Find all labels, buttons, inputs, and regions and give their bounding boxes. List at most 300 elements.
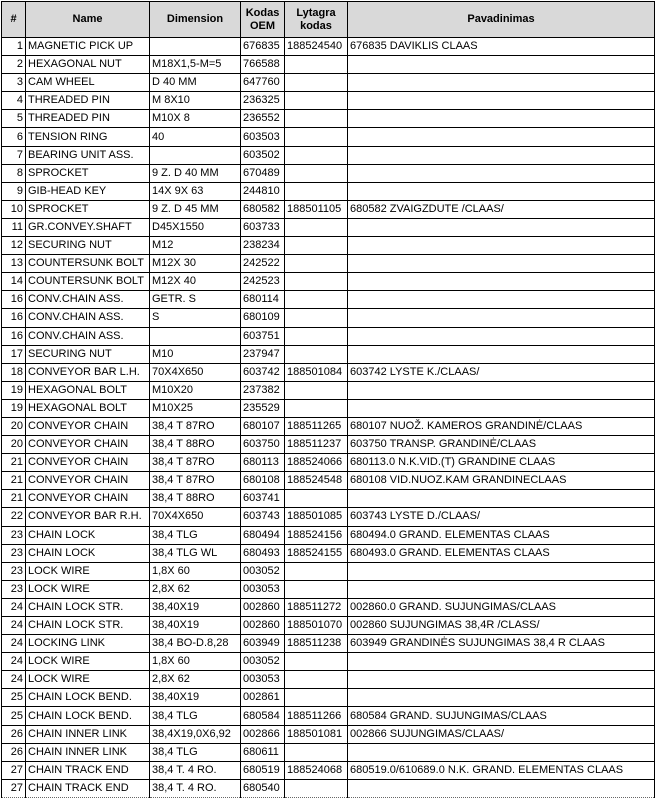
cell-dimension[interactable] [150, 146, 241, 164]
cell-pavadinimas[interactable] [348, 381, 655, 399]
cell-dimension[interactable]: M12X 40 [150, 273, 241, 291]
table-row [2, 617, 655, 635]
cell-kodas-oem[interactable]: 670489 [241, 164, 285, 182]
cell-name[interactable]: CONVEYOR CHAIN [26, 417, 150, 435]
cell-pavadinimas[interactable] [348, 164, 655, 182]
cell-pavadinimas[interactable]: 603949 GRANDINĖS SUJUNGIMAS 38,4 R CLAAS [348, 635, 655, 653]
cell-pavadinimas[interactable]: 680493.0 GRAND. ELEMENTAS CLAAS [348, 544, 655, 562]
cell-lytagra-kodas[interactable]: 188524066 [285, 454, 348, 472]
header-lytagra-kodas[interactable]: Lytagra kodas [285, 2, 348, 38]
cell-lytagra-kodas[interactable] [285, 309, 348, 327]
cell-name[interactable]: LOCK WIRE [26, 580, 150, 598]
cell-name[interactable]: CONV.CHAIN ASS. [26, 309, 150, 327]
cell-pavadinimas[interactable] [348, 56, 655, 74]
cell-index[interactable]: 24 [2, 653, 26, 671]
cell-name[interactable]: CHAIN LOCK STR. [26, 617, 150, 635]
cell-kodas-oem[interactable]: 003053 [241, 580, 285, 598]
table-row [2, 436, 655, 454]
cell-index[interactable]: 26 [2, 743, 26, 761]
cell-name[interactable]: CHAIN INNER LINK [26, 725, 150, 743]
cell-dimension[interactable]: 38,40X19 [150, 617, 241, 635]
cell-pavadinimas[interactable] [348, 110, 655, 128]
cell-lytagra-kodas[interactable]: 188501070 [285, 617, 348, 635]
cell-name[interactable]: CHAIN LOCK [26, 526, 150, 544]
cell-pavadinimas[interactable] [348, 237, 655, 255]
cell-kodas-oem[interactable]: 235529 [241, 399, 285, 417]
cell-name[interactable]: SPROCKET [26, 164, 150, 182]
cell-pavadinimas[interactable] [348, 653, 655, 671]
cell-index[interactable]: 21 [2, 454, 26, 472]
cell-dimension[interactable]: D45X1550 [150, 218, 241, 236]
header-kodas-oem[interactable]: Kodas OEM [241, 2, 285, 38]
table-row [2, 291, 655, 309]
table-row [2, 146, 655, 164]
table-row [2, 508, 655, 526]
table-row [2, 255, 655, 273]
cell-kodas-oem[interactable]: 680519 [241, 761, 285, 779]
cell-dimension[interactable]: 38,4 T 88RO [150, 436, 241, 454]
cell-index[interactable]: 8 [2, 164, 26, 182]
cell-index[interactable]: 2 [2, 56, 26, 74]
cell-dimension[interactable]: S [150, 309, 241, 327]
cell-kodas-oem[interactable]: 680584 [241, 707, 285, 725]
cell-pavadinimas[interactable] [348, 291, 655, 309]
cell-pavadinimas[interactable]: 002866 SUJUNGIMAS/CLAAS/ [348, 725, 655, 743]
cell-dimension[interactable]: 70X4X650 [150, 508, 241, 526]
cell-lytagra-kodas[interactable] [285, 56, 348, 74]
table-row [2, 761, 655, 779]
table-row [2, 417, 655, 435]
cell-pavadinimas[interactable] [348, 128, 655, 146]
cell-kodas-oem[interactable]: 680113 [241, 454, 285, 472]
cell-kodas-oem[interactable]: 242523 [241, 273, 285, 291]
cell-lytagra-kodas[interactable] [285, 146, 348, 164]
cell-index[interactable]: 25 [2, 707, 26, 725]
table-row [2, 92, 655, 110]
cell-dimension[interactable]: 14X 9X 63 [150, 182, 241, 200]
cell-lytagra-kodas[interactable] [285, 671, 348, 689]
cell-kodas-oem[interactable]: 603742 [241, 363, 285, 381]
cell-kodas-oem[interactable]: 003052 [241, 653, 285, 671]
cell-pavadinimas[interactable] [348, 345, 655, 363]
cell-lytagra-kodas[interactable]: 188524548 [285, 472, 348, 490]
table-row [2, 725, 655, 743]
cell-dimension[interactable]: 2,8X 62 [150, 580, 241, 598]
cell-name[interactable]: CONVEYOR BAR L.H. [26, 363, 150, 381]
cell-name[interactable]: COUNTERSUNK BOLT [26, 255, 150, 273]
cell-index[interactable]: 25 [2, 689, 26, 707]
table-row [2, 399, 655, 417]
cell-kodas-oem[interactable]: 603743 [241, 508, 285, 526]
cell-kodas-oem[interactable]: 238234 [241, 237, 285, 255]
cell-name[interactable]: CONVEYOR CHAIN [26, 490, 150, 508]
cell-dimension[interactable]: M18X1,5-M=5 [150, 56, 241, 74]
cell-name[interactable]: CHAIN INNER LINK [26, 743, 150, 761]
table-row [2, 182, 655, 200]
cell-index[interactable]: 23 [2, 562, 26, 580]
cell-name[interactable]: LOCK WIRE [26, 653, 150, 671]
cell-dimension[interactable]: 38,4 TLG [150, 707, 241, 725]
cell-dimension[interactable]: 1,8X 60 [150, 653, 241, 671]
cell-dimension[interactable] [150, 38, 241, 56]
cell-lytagra-kodas[interactable] [285, 743, 348, 761]
cell-kodas-oem[interactable]: 680494 [241, 526, 285, 544]
cell-index[interactable]: 19 [2, 399, 26, 417]
cell-index[interactable]: 1 [2, 38, 26, 56]
cell-kodas-oem[interactable]: 680493 [241, 544, 285, 562]
cell-lytagra-kodas[interactable] [285, 562, 348, 580]
cell-name[interactable]: GR.CONVEY.SHAFT [26, 218, 150, 236]
parts-sheet [1, 1, 654, 798]
cell-index[interactable]: 16 [2, 291, 26, 309]
cell-kodas-oem[interactable]: 680107 [241, 417, 285, 435]
cell-index[interactable]: 24 [2, 598, 26, 616]
cell-kodas-oem[interactable]: 680611 [241, 743, 285, 761]
cell-dimension[interactable]: 9 Z. D 40 MM [150, 164, 241, 182]
cell-name[interactable]: CHAIN TRACK END [26, 761, 150, 779]
cell-index[interactable]: 9 [2, 182, 26, 200]
cell-index[interactable]: 24 [2, 617, 26, 635]
cell-dimension[interactable]: 38,4 BO-D.8,28 [150, 635, 241, 653]
cell-name[interactable]: CONVEYOR BAR R.H. [26, 508, 150, 526]
cell-lytagra-kodas[interactable] [285, 182, 348, 200]
cell-index[interactable]: 20 [2, 436, 26, 454]
cell-kodas-oem[interactable]: 680540 [241, 779, 285, 797]
cell-name[interactable]: CHAIN LOCK BEND. [26, 707, 150, 725]
cell-dimension[interactable]: 38,4 TLG [150, 743, 241, 761]
cell-pavadinimas[interactable] [348, 580, 655, 598]
cell-dimension[interactable]: M12 [150, 237, 241, 255]
cell-kodas-oem[interactable]: 680109 [241, 309, 285, 327]
cell-kodas-oem[interactable]: 603733 [241, 218, 285, 236]
cell-lytagra-kodas[interactable] [285, 110, 348, 128]
cell-name[interactable]: CAM WHEEL [26, 74, 150, 92]
cell-lytagra-kodas[interactable] [285, 490, 348, 508]
cell-index[interactable]: 24 [2, 635, 26, 653]
cell-pavadinimas[interactable] [348, 92, 655, 110]
table-row [2, 273, 655, 291]
cell-name[interactable]: CONVEYOR CHAIN [26, 454, 150, 472]
cell-lytagra-kodas[interactable]: 188511266 [285, 707, 348, 725]
cell-kodas-oem[interactable]: 647760 [241, 74, 285, 92]
cell-name[interactable]: CONVEYOR CHAIN [26, 436, 150, 454]
cell-lytagra-kodas[interactable]: 188511272 [285, 598, 348, 616]
cell-name[interactable]: THREADED PIN [26, 92, 150, 110]
cell-name[interactable]: SECURING NUT [26, 237, 150, 255]
cell-lytagra-kodas[interactable] [285, 92, 348, 110]
cell-kodas-oem[interactable]: 603502 [241, 146, 285, 164]
table-row [2, 472, 655, 490]
table-row [2, 345, 655, 363]
cell-name[interactable]: HEXAGONAL NUT [26, 56, 150, 74]
cell-kodas-oem[interactable]: 242522 [241, 255, 285, 273]
table-row [2, 56, 655, 74]
cell-dimension[interactable]: 38,4 T 87RO [150, 472, 241, 490]
cell-pavadinimas[interactable]: 603743 LYSTE D./CLAAS/ [348, 508, 655, 526]
cell-kodas-oem[interactable]: 680582 [241, 200, 285, 218]
cell-dimension[interactable]: M 8X10 [150, 92, 241, 110]
cell-dimension[interactable]: 38,4 T. 4 RO. [150, 779, 241, 797]
table-row [2, 598, 655, 616]
cell-index[interactable]: 16 [2, 309, 26, 327]
cell-pavadinimas[interactable] [348, 182, 655, 200]
cell-index[interactable]: 23 [2, 544, 26, 562]
cell-name[interactable]: COUNTERSUNK BOLT [26, 273, 150, 291]
cell-kodas-oem[interactable]: 603751 [241, 327, 285, 345]
cell-kodas-oem[interactable]: 237382 [241, 381, 285, 399]
cell-dimension[interactable]: M12X 30 [150, 255, 241, 273]
table-row [2, 381, 655, 399]
cell-kodas-oem[interactable]: 236552 [241, 110, 285, 128]
cell-name[interactable]: THREADED PIN [26, 110, 150, 128]
cell-index[interactable]: 6 [2, 128, 26, 146]
cell-kodas-oem[interactable]: 002860 [241, 598, 285, 616]
cell-pavadinimas[interactable]: 603742 LYSTE K./CLAAS/ [348, 363, 655, 381]
table-row [2, 779, 655, 797]
cell-pavadinimas[interactable]: 676835 DAVIKLIS CLAAS [348, 38, 655, 56]
cell-pavadinimas[interactable]: 002860.0 GRAND. SUJUNGIMAS/CLAAS [348, 598, 655, 616]
cell-name[interactable]: CHAIN LOCK STR. [26, 598, 150, 616]
cell-dimension[interactable]: 38,4X19,0X6,92 [150, 725, 241, 743]
cell-lytagra-kodas[interactable]: 188524068 [285, 761, 348, 779]
cell-lytagra-kodas[interactable] [285, 164, 348, 182]
table-row [2, 38, 655, 56]
cell-name[interactable]: CHAIN TRACK END [26, 779, 150, 797]
cell-kodas-oem[interactable]: 603750 [241, 436, 285, 454]
cell-lytagra-kodas[interactable]: 188511237 [285, 436, 348, 454]
cell-pavadinimas[interactable]: 680584 GRAND. SUJUNGIMAS/CLAAS [348, 707, 655, 725]
cell-lytagra-kodas[interactable] [285, 779, 348, 797]
cell-index[interactable]: 26 [2, 725, 26, 743]
cell-index[interactable]: 10 [2, 200, 26, 218]
cell-dimension[interactable]: M10X25 [150, 399, 241, 417]
cell-pavadinimas[interactable]: 603750 TRANSP. GRANDINĖ/CLAAS [348, 436, 655, 454]
cell-lytagra-kodas[interactable] [285, 345, 348, 363]
cell-dimension[interactable]: 38,4 T 87RO [150, 454, 241, 472]
cell-index[interactable]: 18 [2, 363, 26, 381]
cell-index[interactable]: 22 [2, 508, 26, 526]
header-pavadinimas[interactable]: Pavadinimas [348, 2, 655, 38]
cell-dimension[interactable]: M10X20 [150, 381, 241, 399]
cell-index[interactable]: 21 [2, 472, 26, 490]
cell-lytagra-kodas[interactable]: 188511238 [285, 635, 348, 653]
table-row [2, 237, 655, 255]
cell-lytagra-kodas[interactable] [285, 689, 348, 707]
cell-index[interactable]: 14 [2, 273, 26, 291]
cell-index[interactable]: 3 [2, 74, 26, 92]
cell-pavadinimas[interactable]: 680107 NUOŽ. KAMEROS GRANDINĖ/CLAAS [348, 417, 655, 435]
cell-lytagra-kodas[interactable]: 188524155 [285, 544, 348, 562]
cell-lytagra-kodas[interactable] [285, 327, 348, 345]
table-row [2, 526, 655, 544]
cell-dimension[interactable]: 2,8X 62 [150, 671, 241, 689]
cell-index[interactable]: 19 [2, 381, 26, 399]
cell-name[interactable]: CHAIN LOCK BEND. [26, 689, 150, 707]
cell-dimension[interactable]: 70X4X650 [150, 363, 241, 381]
cell-lytagra-kodas[interactable]: 188524540 [285, 38, 348, 56]
cell-pavadinimas[interactable]: 002860 SUJUNGIMAS 38,4R /CLASS/ [348, 617, 655, 635]
cell-index[interactable]: 12 [2, 237, 26, 255]
cell-kodas-oem[interactable]: 003052 [241, 562, 285, 580]
table-row [2, 671, 655, 689]
cell-kodas-oem[interactable]: 766588 [241, 56, 285, 74]
cell-dimension[interactable]: M10X 8 [150, 110, 241, 128]
header-dimension[interactable]: Dimension [150, 2, 241, 38]
cell-index[interactable]: 21 [2, 490, 26, 508]
parts-table [1, 1, 655, 798]
cell-index[interactable]: 16 [2, 327, 26, 345]
cell-index[interactable]: 17 [2, 345, 26, 363]
cell-lytagra-kodas[interactable] [285, 128, 348, 146]
header-index[interactable]: # [2, 2, 26, 38]
cell-pavadinimas[interactable]: 680108 VID.NUOZ.KAM GRANDINECLAAS [348, 472, 655, 490]
cell-name[interactable]: CONV.CHAIN ASS. [26, 291, 150, 309]
cell-pavadinimas[interactable]: 680519.0/610689.0 N.K. GRAND. ELEMENTAS CLAAS [348, 761, 655, 779]
cell-lytagra-kodas[interactable] [285, 291, 348, 309]
cell-pavadinimas[interactable] [348, 309, 655, 327]
cell-kodas-oem[interactable]: 676835 [241, 38, 285, 56]
cell-name[interactable]: MAGNETIC PICK UP [26, 38, 150, 56]
cell-lytagra-kodas[interactable]: 188501105 [285, 200, 348, 218]
cell-index[interactable]: 23 [2, 580, 26, 598]
cell-index[interactable]: 11 [2, 218, 26, 236]
cell-dimension[interactable] [150, 327, 241, 345]
cell-lytagra-kodas[interactable] [285, 74, 348, 92]
cell-kodas-oem[interactable]: 680108 [241, 472, 285, 490]
cell-kodas-oem[interactable]: 237947 [241, 345, 285, 363]
cell-dimension[interactable]: 9 Z. D 45 MM [150, 200, 241, 218]
cell-dimension[interactable]: 38,40X19 [150, 689, 241, 707]
cell-lytagra-kodas[interactable]: 188501085 [285, 508, 348, 526]
cell-name[interactable]: CONVEYOR CHAIN [26, 472, 150, 490]
cell-kodas-oem[interactable]: 680114 [241, 291, 285, 309]
cell-lytagra-kodas[interactable]: 188501081 [285, 725, 348, 743]
cell-pavadinimas[interactable] [348, 273, 655, 291]
cell-name[interactable]: SECURING NUT [26, 345, 150, 363]
header-row [2, 2, 655, 38]
table-row [2, 309, 655, 327]
table-row [2, 743, 655, 761]
cell-pavadinimas[interactable] [348, 490, 655, 508]
table-row [2, 327, 655, 345]
cell-index[interactable]: 7 [2, 146, 26, 164]
cell-lytagra-kodas[interactable] [285, 381, 348, 399]
cell-name[interactable]: HEXAGONAL BOLT [26, 381, 150, 399]
cell-pavadinimas[interactable] [348, 399, 655, 417]
cell-pavadinimas[interactable]: 680494.0 GRAND. ELEMENTAS CLAAS [348, 526, 655, 544]
table-row [2, 562, 655, 580]
cell-kodas-oem[interactable]: 603741 [241, 490, 285, 508]
cell-name[interactable]: LOCKING LINK [26, 635, 150, 653]
cell-pavadinimas[interactable] [348, 689, 655, 707]
cell-lytagra-kodas[interactable]: 188511265 [285, 417, 348, 435]
cell-dimension[interactable]: M10 [150, 345, 241, 363]
cell-dimension[interactable]: 40 [150, 128, 241, 146]
cell-index[interactable]: 27 [2, 779, 26, 797]
table-row [2, 218, 655, 236]
cell-name[interactable]: BEARING UNIT ASS. [26, 146, 150, 164]
cell-dimension[interactable]: 38,4 TLG [150, 526, 241, 544]
cell-kodas-oem[interactable]: 003053 [241, 671, 285, 689]
cell-pavadinimas[interactable] [348, 255, 655, 273]
cell-lytagra-kodas[interactable] [285, 255, 348, 273]
table-row [2, 164, 655, 182]
cell-index[interactable]: 13 [2, 255, 26, 273]
cell-kodas-oem[interactable]: 603949 [241, 635, 285, 653]
cell-pavadinimas[interactable] [348, 218, 655, 236]
cell-kodas-oem[interactable]: 002866 [241, 725, 285, 743]
cell-name[interactable]: LOCK WIRE [26, 671, 150, 689]
cell-dimension[interactable]: 38,4 T 87RO [150, 417, 241, 435]
cell-index[interactable]: 5 [2, 110, 26, 128]
cell-dimension[interactable]: 1,8X 60 [150, 562, 241, 580]
table-row [2, 200, 655, 218]
cell-pavadinimas[interactable] [348, 74, 655, 92]
cell-pavadinimas[interactable]: 680582 ZVAIGZDUTE /CLAAS/ [348, 200, 655, 218]
cell-name[interactable]: HEXAGONAL BOLT [26, 399, 150, 417]
cell-name[interactable]: CONV.CHAIN ASS. [26, 327, 150, 345]
cell-name[interactable]: TENSION RING [26, 128, 150, 146]
cell-lytagra-kodas[interactable] [285, 218, 348, 236]
cell-kodas-oem[interactable]: 002860 [241, 617, 285, 635]
cell-index[interactable]: 27 [2, 761, 26, 779]
cell-pavadinimas[interactable]: 680113.0 N.K.VID.(T) GRANDINE CLAAS [348, 454, 655, 472]
cell-dimension[interactable]: GETR. S [150, 291, 241, 309]
table-row [2, 544, 655, 562]
cell-kodas-oem[interactable]: 002861 [241, 689, 285, 707]
table-row [2, 689, 655, 707]
cell-dimension[interactable]: 38,4 T. 4 RO. [150, 761, 241, 779]
cell-index[interactable]: 23 [2, 526, 26, 544]
cell-lytagra-kodas[interactable]: 188524156 [285, 526, 348, 544]
cell-dimension[interactable]: 38,4 T 88RO [150, 490, 241, 508]
cell-pavadinimas[interactable] [348, 671, 655, 689]
cell-index[interactable]: 20 [2, 417, 26, 435]
cell-lytagra-kodas[interactable] [285, 653, 348, 671]
cell-name[interactable]: LOCK WIRE [26, 562, 150, 580]
cell-index[interactable]: 24 [2, 671, 26, 689]
cell-dimension[interactable]: 38,40X19 [150, 598, 241, 616]
table-body [2, 38, 655, 798]
cell-lytagra-kodas[interactable] [285, 399, 348, 417]
table-row [2, 128, 655, 146]
cell-kodas-oem[interactable]: 244810 [241, 182, 285, 200]
header-name[interactable]: Name [26, 2, 150, 38]
table-row [2, 707, 655, 725]
table-row [2, 490, 655, 508]
table-row [2, 74, 655, 92]
cell-lytagra-kodas[interactable] [285, 273, 348, 291]
table-row [2, 454, 655, 472]
cell-dimension[interactable]: 38,4 TLG WL [150, 544, 241, 562]
cell-pavadinimas[interactable] [348, 779, 655, 797]
cell-lytagra-kodas[interactable]: 188501084 [285, 363, 348, 381]
cell-dimension[interactable]: D 40 MM [150, 74, 241, 92]
cell-name[interactable]: CHAIN LOCK [26, 544, 150, 562]
cell-kodas-oem[interactable]: 236325 [241, 92, 285, 110]
cell-index[interactable]: 4 [2, 92, 26, 110]
cell-lytagra-kodas[interactable] [285, 237, 348, 255]
cell-pavadinimas[interactable] [348, 146, 655, 164]
cell-pavadinimas[interactable] [348, 743, 655, 761]
cell-kodas-oem[interactable]: 603503 [241, 128, 285, 146]
table-row [2, 635, 655, 653]
cell-lytagra-kodas[interactable] [285, 580, 348, 598]
cell-name[interactable]: SPROCKET [26, 200, 150, 218]
cell-pavadinimas[interactable] [348, 327, 655, 345]
cell-pavadinimas[interactable] [348, 562, 655, 580]
cell-name[interactable]: GIB-HEAD KEY [26, 182, 150, 200]
